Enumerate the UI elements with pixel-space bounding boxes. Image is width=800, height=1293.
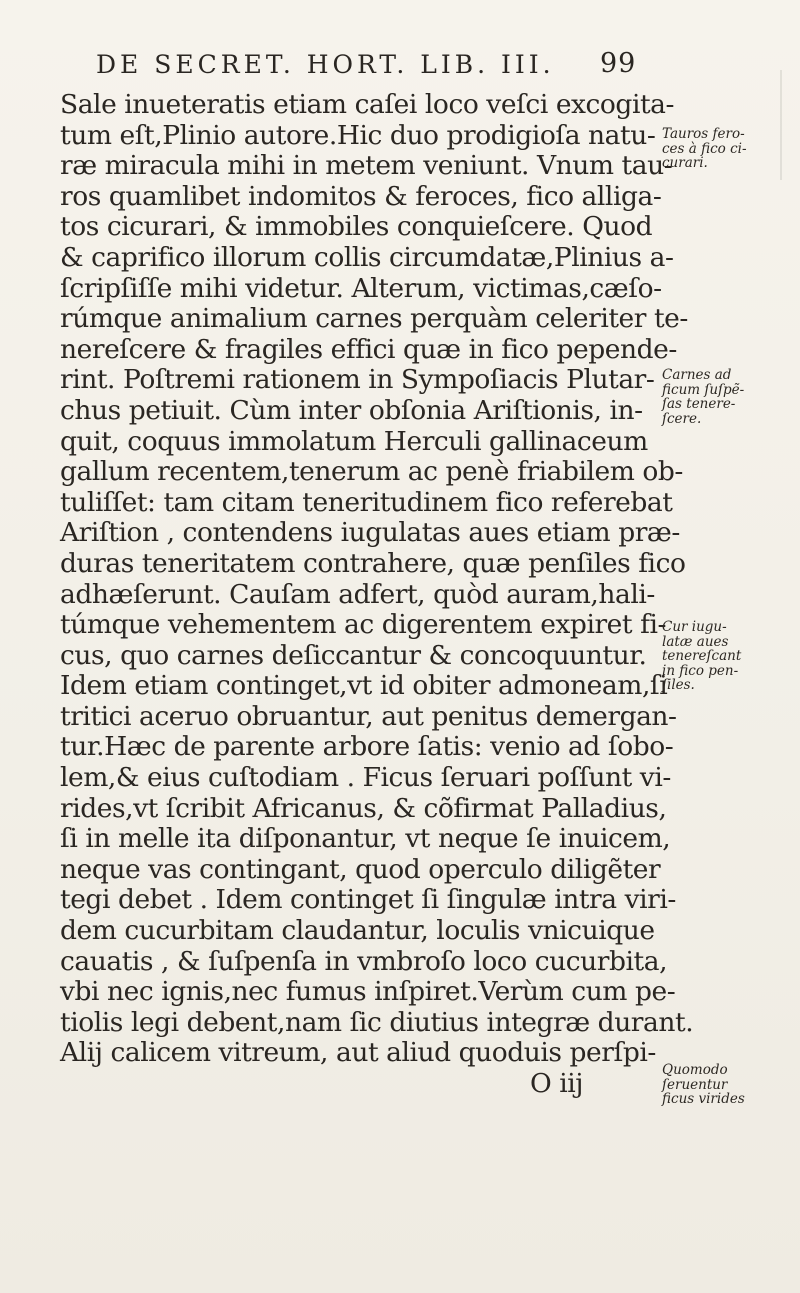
margin-note-aues	[662, 620, 794, 693]
margin-note-line: latæ aues	[662, 633, 729, 650]
margin-note-line: ſcere.	[662, 410, 702, 427]
text-line: cauatis , & ſuſpenſa in vmbroſo loco cucurbita,	[60, 945, 668, 977]
margin-note-line: ſiles.	[662, 677, 695, 693]
text-line: tiolis legi debent,nam ſic diutius integræ durant.	[60, 1006, 694, 1038]
main-text-block	[60, 89, 694, 1100]
page-edge-shadow	[780, 70, 782, 180]
margin-note-line: Cur iugu-	[662, 619, 727, 635]
margin-note-line: ficus virides	[662, 1091, 745, 1107]
text-line: tur.Hæc de parente arbore ſatis: venio ad ſobo-	[60, 731, 674, 763]
text-line: Ariſtion , contendens iugulatas aues etiam præ-	[60, 517, 680, 549]
page-number: 99	[600, 48, 637, 79]
text-line: ros quamlibet indomitos & feroces, fico alliga-	[60, 180, 662, 212]
text-line: ſi in melle ita diſponantur, vt neque ſe inuicem,	[60, 823, 671, 855]
margin-note-line: ficum ſuſpẽ-	[662, 381, 745, 398]
text-line: tum eſt,Plinio autore.Hic duo prodigioſa natu-	[60, 119, 656, 151]
text-line: Idem etiam continget,vt id obiter admoneam,ſi	[60, 670, 668, 702]
text-line: ſcripſiſſe mihi videtur. Alterum, victimas,cæſo-	[60, 272, 662, 304]
margin-note-line: ſeruentur	[662, 1076, 728, 1093]
text-line: tuliſſet: tam citam teneritudinem fico referebat	[60, 486, 673, 518]
text-line: tos cicurari, & immobiles conquieſcere. Quod	[60, 211, 653, 243]
text-line: Sale inueteratis etiam caſei loco veſci excogita-	[60, 89, 675, 120]
text-line: adhæſerunt. Cauſam adfert, quòd auram,hali-	[60, 578, 655, 610]
text-line: rint. Poſtremi rationem in Sympoſiacis Plutar-	[60, 364, 655, 396]
margin-note-line: Carnes ad	[662, 367, 732, 383]
text-line: nereſcere & fragiles effici quæ in fico pepende-	[60, 333, 677, 365]
text-line: cus, quo carnes deſiccantur & concoquuntur.	[60, 639, 647, 671]
signature-mark: O iij	[530, 1068, 584, 1099]
text-line: rúmque animalium carnes perquàm celeriter te-	[60, 303, 688, 335]
text-line: vbi nec ignis,nec fumus inſpiret.Verùm cum pe-	[60, 976, 676, 1008]
text-line: duras teneritatem contrahere, quæ penſiles fico	[60, 547, 686, 579]
margin-note-line: tenereſcant	[662, 648, 742, 664]
text-line: tegi debet . Idem continget ſi ſingulæ intra viri-	[60, 884, 676, 916]
running-title: DE SECRET. HORT. LIB. III.	[96, 50, 555, 79]
margin-note-line: ces à fico ci-	[662, 140, 747, 157]
text-line: dem cucurbitam claudantur, loculis vnicuique	[60, 915, 655, 947]
text-line: & caprifico illorum collis circumdatæ,Plinius a-	[60, 241, 674, 273]
margin-note-line: Quomodo	[662, 1062, 728, 1078]
margin-note-line: in fico pen-	[662, 662, 739, 679]
text-line: neque vas contingant, quod operculo diligẽter	[60, 853, 661, 885]
margin-note-ficus	[662, 1063, 794, 1107]
margin-note-line: Tauros fero-	[662, 126, 745, 142]
text-line: gallum recentem,tenerum ac penè friabilem ob-	[60, 456, 683, 488]
text-line: tritici aceruo obruantur, aut penitus demergan-	[60, 700, 677, 732]
text-line: quit, coquus immolatum Herculi gallinaceum	[60, 425, 648, 457]
text-line: túmque vehementem ac digerentem expiret fi-	[60, 609, 666, 641]
text-line: chus petiuit. Cùm inter obſonia Ariſtionis, in-	[60, 394, 643, 426]
margin-note-tauros	[662, 127, 794, 171]
text-line: rides,vt ſcribit Africanus, & cõfirmat Palladius,	[60, 792, 667, 824]
text-line: lem,& eius cuſtodiam . Ficus ſeruari poſſunt vi-	[60, 762, 671, 794]
text-line: Alij calicem vitreum, aut aliud quoduis perſpi-	[60, 1037, 656, 1069]
margin-note-line: ſas tenere-	[662, 396, 736, 412]
running-header	[96, 42, 656, 82]
margin-note-carnes	[662, 368, 794, 426]
margin-note-line: curari.	[662, 155, 708, 171]
text-line: ræ miracula mihi in metem veniunt. Vnum tau-	[60, 150, 673, 182]
